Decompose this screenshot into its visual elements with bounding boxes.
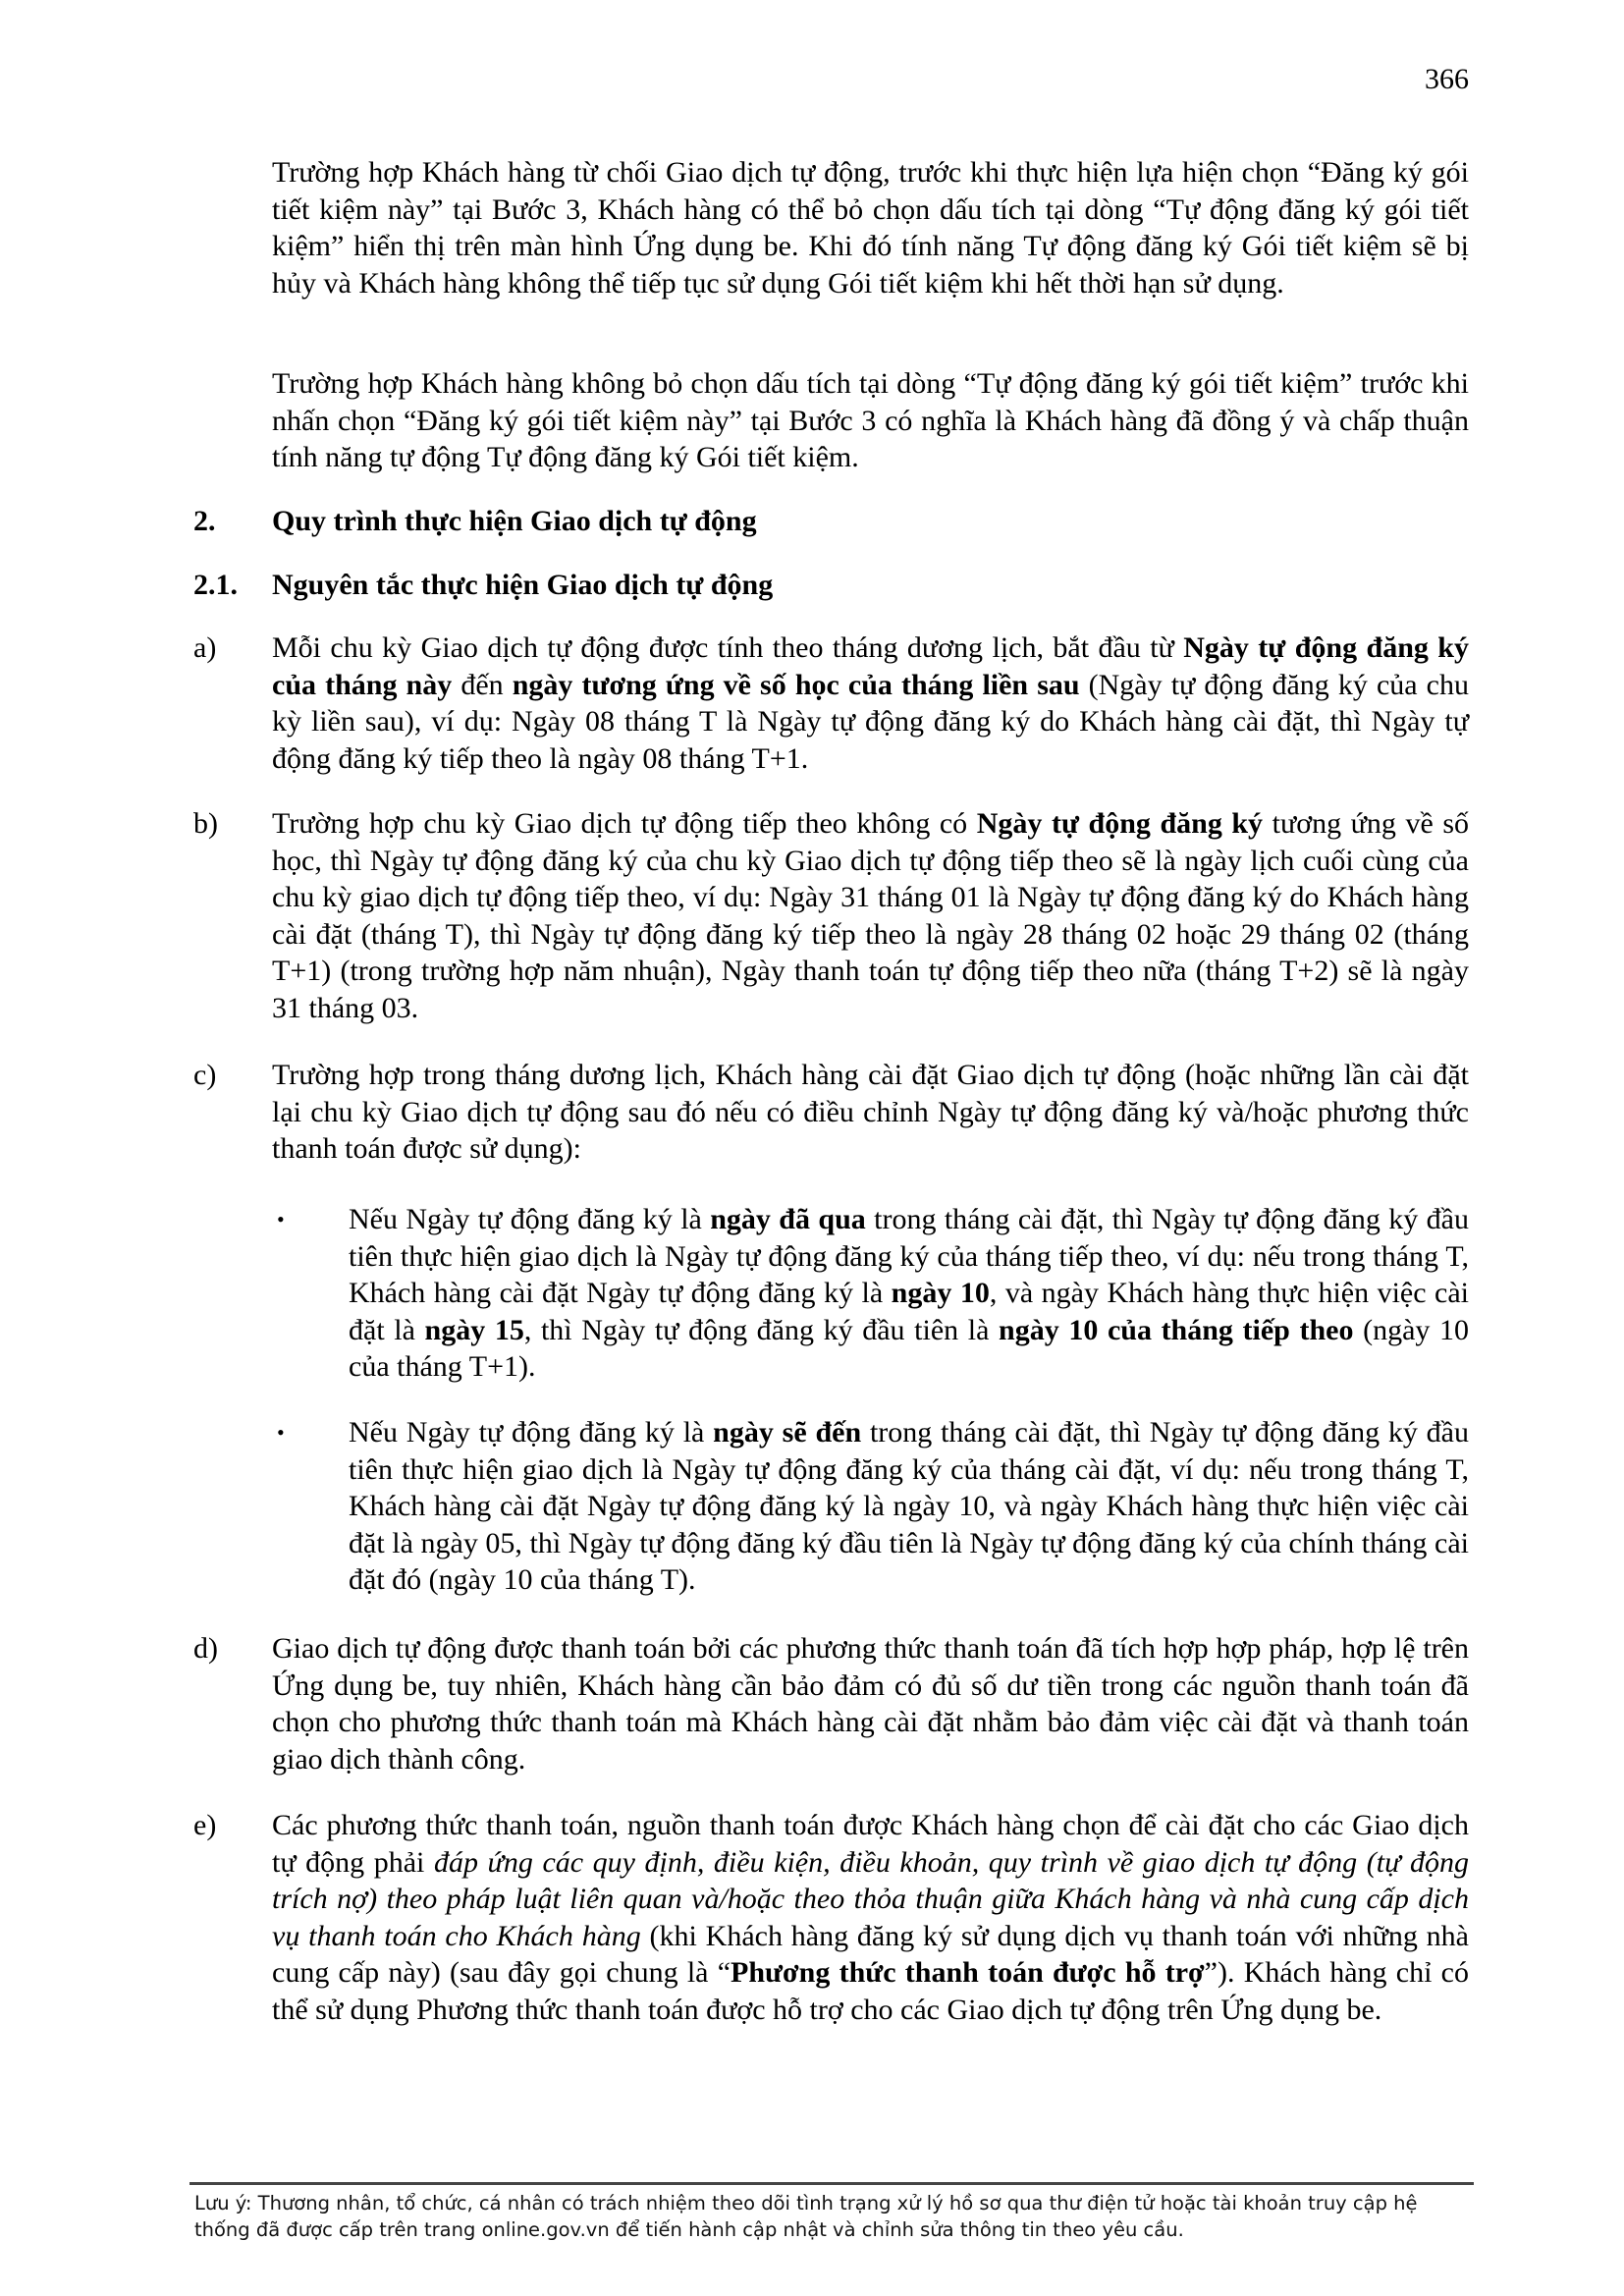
item-marker-c: c) (193, 1059, 217, 1091)
item-d-text: Giao dịch tự động được thanh toán bởi các phương thức thanh toán đã tích hợp hợp pháp, hợp lệ trên Ứng dụng be, tuy nhiên, Khách hàng cần bảo đảm có đủ số dư tiền trong các nguồn thanh toán đã chọn cho phương thức thanh toán mà Khách hàng cài đặt nhằm bảo đảm việc cài đặt và thanh toán giao dịch thành công. (272, 1632, 1469, 1776)
item-b-text: Trường hợp chu kỳ Giao dịch tự động tiếp theo không có Ngày tự động đăng ký tương ứng về số học, thì Ngày tự động đăng ký của chu kỳ Giao dịch tự động tiếp theo sẽ là ngày lịch cuối cùng của chu kỳ giao dịch tự động tiếp theo, ví dụ: Ngày 31 tháng 01 là Ngày tự động đăng ký do Khách hàng cài đặt (tháng T), thì Ngày tự động đăng ký tiếp theo là ngày 28 tháng 02 hoặc 29 tháng 02 (tháng T+1) (trong trường hợp năm nhuận), Ngày thanh toán tự động tiếp theo nữa (tháng T+2) sẽ là ngày 31 tháng 03. (272, 807, 1469, 1024)
item-marker-a: a) (193, 631, 217, 664)
item-marker-b: b) (193, 807, 218, 840)
item-marker-e: e) (193, 1809, 217, 1841)
intro-paragraph: Trường hợp Khách hàng không bỏ chọn dấu tích tại dòng “Tự động đăng ký gói tiết kiệm” trước khi nhấn chọn “Đăng ký gói tiết kiệm này” tại Bước 3 có nghĩa là Khách hàng đã đồng ý và chấp thuận tính năng tự động Tự động đăng ký Gói tiết kiệm. (272, 367, 1469, 473)
bullet-item-text: Nếu Ngày tự động đăng ký là ngày sẽ đến trong tháng cài đặt, thì Ngày tự động đăng ký đầu tiên thực hiện giao dịch là Ngày tự động đăng ký của tháng cài đặt, ví dụ: nếu trong tháng T, Khách hàng cài đặt Ngày tự động đăng ký là ngày 10, và ngày Khách hàng thực hiện việc cài đặt là ngày 05, thì Ngày tự động đăng ký đầu tiên là Ngày tự động đăng ký của chính tháng cài đặt đó (ngày 10 của tháng T). (349, 1416, 1470, 1596)
footer-note: Lưu ý: Thương nhân, tổ chức, cá nhân có trách nhiệm theo dõi tình trạng xử lý hồ sơ qua thư điện tử hoặc tài khoản truy cập hệ thống đã được cấp trên trang online.gov.vn để tiến hành cập nhật và chỉnh sửa thông tin theo yêu cầu. (194, 2192, 1418, 2241)
bullet-item-text: Nếu Ngày tự động đăng ký là ngày đã qua trong tháng cài đặt, thì Ngày tự động đăng ký đầu tiên thực hiện giao dịch là Ngày tự động đăng ký của tháng tiếp theo, ví dụ: nếu trong tháng T, Khách hàng cài đặt Ngày tự động đăng ký là ngày 10, và ngày Khách hàng thực hiện việc cài đặt là ngày 15, thì Ngày tự động đăng ký đầu tiên là ngày 10 của tháng tiếp theo (ngày 10 của tháng T+1). (349, 1203, 1470, 1383)
bullet-icon: • (277, 1420, 285, 1445)
intro-paragraph: Trường hợp Khách hàng từ chối Giao dịch tự động, trước khi thực hiện lựa hiện chọn “Đăng ký gói tiết kiệm này” tại Bước 3, Khách hàng có thể bỏ chọn dấu tích tại dòng “Tự động đăng ký gói tiết kiệm” hiển thị trên màn hình Ứng dụng be. Khi đó tính năng Tự động đăng ký Gói tiết kiệm sẽ bị hủy và Khách hàng không thể tiếp tục sử dụng Gói tiết kiệm khi hết thời hạn sử dụng. (272, 156, 1469, 300)
item-e-text: Các phương thức thanh toán, nguồn thanh toán được Khách hàng chọn để cài đặt cho các Giao dịch tự động phải đáp ứng các quy định, điều kiện, điều khoản, quy trình về giao dịch tự động (tự động trích nợ) theo pháp luật liên quan và/hoặc theo thỏa thuận giữa Khách hàng và nhà cung cấp dịch vụ thanh toán cho Khách hàng (khi Khách hàng đăng ký sử dụng dịch vụ thanh toán với những nhà cung cấp này) (sau đây gọi chung là “Phương thức thanh toán được hỗ trợ”). Khách hàng chỉ có thể sử dụng Phương thức thanh toán được hỗ trợ cho các Giao dịch tự động trên Ứng dụng be. (272, 1809, 1469, 2026)
subsection-title: Nguyên tắc thực hiện Giao dịch tự động (272, 569, 774, 601)
bullet-icon: • (277, 1207, 285, 1231)
item-a-text: Mỗi chu kỳ Giao dịch tự động được tính theo tháng dương lịch, bắt đầu từ Ngày tự động đăng ký của tháng này đến ngày tương ứng về số học của tháng liền sau (Ngày tự động đăng ký của chu kỳ liền sau), ví dụ: Ngày 08 tháng T là Ngày tự động đăng ký do Khách hàng cài đặt, thì Ngày tự động đăng ký tiếp theo là ngày 08 tháng T+1. (272, 631, 1470, 775)
footer-divider (189, 2182, 1474, 2185)
section-title: Quy trình thực hiện Giao dịch tự động (272, 505, 757, 537)
section-number: 2. (193, 505, 216, 537)
subsection-number: 2.1. (193, 569, 238, 601)
item-marker-d: d) (193, 1632, 218, 1665)
page-number: 366 (1425, 63, 1469, 95)
item-c-text: Trường hợp trong tháng dương lịch, Khách hàng cài đặt Giao dịch tự động (hoặc những lần cài đặt lại chu kỳ Giao dịch tự động sau đó nếu có điều chỉnh Ngày tự động đăng ký và/hoặc phương thức thanh toán được sử dụng): (272, 1059, 1469, 1165)
